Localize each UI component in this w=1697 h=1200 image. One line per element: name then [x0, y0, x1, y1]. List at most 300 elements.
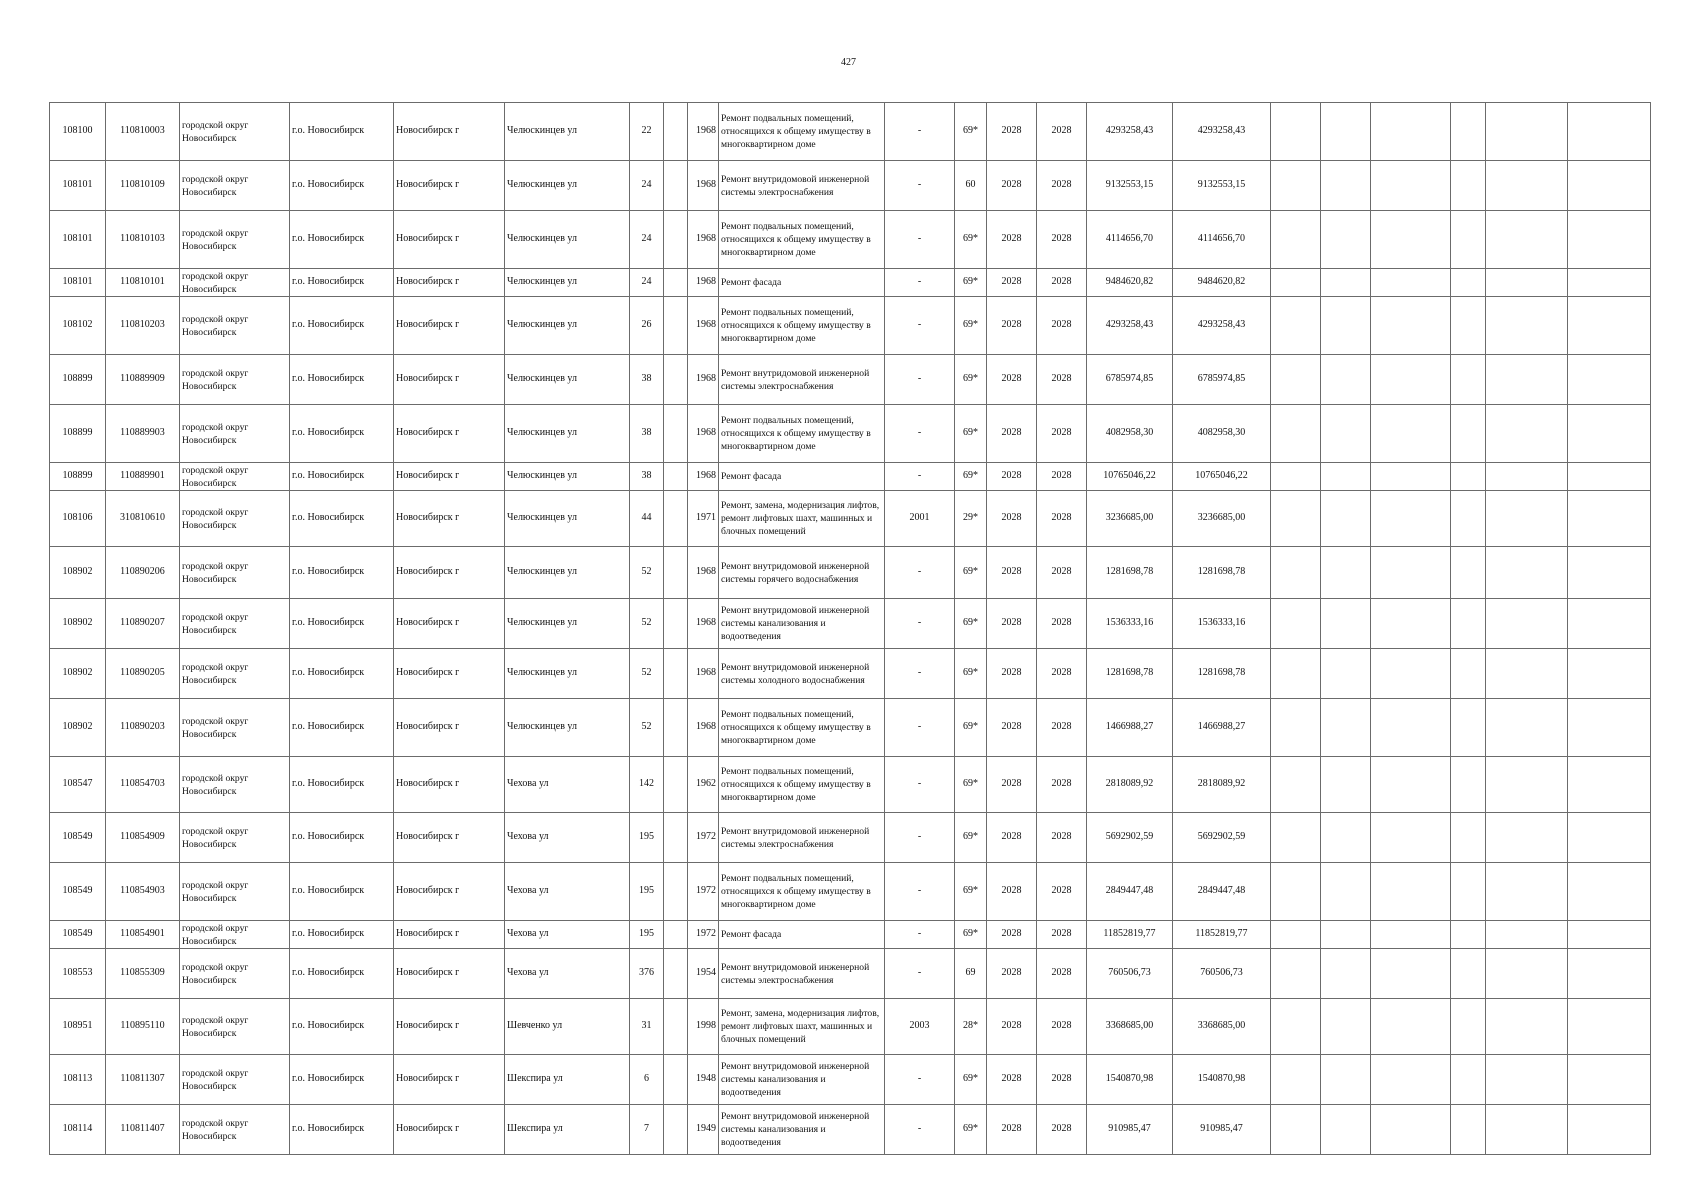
empty-cell: [1271, 547, 1321, 599]
wear-cell: 28*: [955, 999, 987, 1055]
wear-cell: 69: [955, 949, 987, 999]
city-cell: Новосибирск г: [394, 211, 505, 269]
municipality-cell: городской округ Новосибирск: [180, 297, 290, 355]
work-code-cell: 110854703: [106, 757, 180, 813]
empty-cell: [1568, 813, 1651, 863]
cost-cell: 3236685,00: [1087, 491, 1173, 547]
work-type-cell: Ремонт внутридомовой инженерной системы электроснабжения: [719, 949, 885, 999]
wear-cell: 69*: [955, 1105, 987, 1155]
plan-year-end-cell: 2028: [1037, 269, 1087, 297]
empty-cell: [1371, 103, 1451, 161]
empty-cell: [1486, 161, 1568, 211]
plan-year-end-cell: 2028: [1037, 211, 1087, 269]
city-cell: Новосибирск г: [394, 813, 505, 863]
empty-cell: [1371, 1105, 1451, 1155]
empty-cell: [1451, 269, 1486, 297]
district-cell: г.о. Новосибирск: [290, 211, 394, 269]
plan-year-end-cell: 2028: [1037, 921, 1087, 949]
plan-year-end-cell: 2028: [1037, 297, 1087, 355]
district-cell: г.о. Новосибирск: [290, 757, 394, 813]
cost-cell: 2849447,48: [1087, 863, 1173, 921]
empty-cell: [1486, 1105, 1568, 1155]
last-repair-year-cell: -: [885, 269, 955, 297]
building-cell: [664, 211, 688, 269]
work-type-cell: Ремонт внутридомовой инженерной системы холодного водоснабжения: [719, 649, 885, 699]
table-row: [50, 649, 1651, 699]
district-cell: г.о. Новосибирск: [290, 297, 394, 355]
empty-cell: [1321, 211, 1371, 269]
wear-cell: 69*: [955, 211, 987, 269]
work-type-cell: Ремонт подвальных помещений, относящихся к общему имуществу в многоквартирном доме: [719, 863, 885, 921]
empty-cell: [1451, 1105, 1486, 1155]
empty-cell: [1486, 1055, 1568, 1105]
work-code-cell: 110890203: [106, 699, 180, 757]
building-cell: [664, 297, 688, 355]
empty-cell: [1371, 355, 1451, 405]
empty-cell: [1321, 547, 1371, 599]
empty-cell: [1451, 547, 1486, 599]
municipality-cell: городской округ Новосибирск: [180, 103, 290, 161]
empty-cell: [1568, 649, 1651, 699]
work-type-cell: Ремонт, замена, модернизация лифтов, ремонт лифтовых шахт, машинных и блочных помещений: [719, 999, 885, 1055]
plan-year-start-cell: 2028: [987, 161, 1037, 211]
empty-cell: [1451, 921, 1486, 949]
municipality-cell: городской округ Новосибирск: [180, 547, 290, 599]
city-cell: Новосибирск г: [394, 547, 505, 599]
cost-cell: 910985,47: [1087, 1105, 1173, 1155]
work-type-cell: Ремонт внутридомовой инженерной системы электроснабжения: [719, 355, 885, 405]
last-repair-year-cell: -: [885, 103, 955, 161]
empty-cell: [1568, 921, 1651, 949]
empty-cell: [1321, 949, 1371, 999]
district-cell: г.о. Новосибирск: [290, 103, 394, 161]
cost-cell: 9132553,15: [1087, 161, 1173, 211]
building-cell: [664, 491, 688, 547]
district-cell: г.о. Новосибирск: [290, 405, 394, 463]
house-number-cell: 52: [630, 547, 664, 599]
plan-year-start-cell: 2028: [987, 699, 1037, 757]
cost-cell: 10765046,22: [1087, 463, 1173, 491]
empty-cell: [1321, 491, 1371, 547]
work-code-cell: 110890205: [106, 649, 180, 699]
building-cell: [664, 599, 688, 649]
empty-cell: [1451, 599, 1486, 649]
empty-cell: [1271, 1105, 1321, 1155]
house-id-cell: 108899: [50, 463, 106, 491]
total-cost-cell: 2849447,48: [1173, 863, 1271, 921]
empty-cell: [1451, 999, 1486, 1055]
city-cell: Новосибирск г: [394, 161, 505, 211]
empty-cell: [1321, 649, 1371, 699]
wear-cell: 69*: [955, 405, 987, 463]
work-type-cell: Ремонт подвальных помещений, относящихся к общему имуществу в многоквартирном доме: [719, 211, 885, 269]
district-cell: г.о. Новосибирск: [290, 1105, 394, 1155]
capital-repair-table: [49, 102, 1651, 1155]
last-repair-year-cell: -: [885, 297, 955, 355]
street-cell: Чехова ул: [505, 921, 630, 949]
empty-cell: [1568, 211, 1651, 269]
street-cell: Челюскинцев ул: [505, 649, 630, 699]
empty-cell: [1371, 161, 1451, 211]
house-number-cell: 31: [630, 999, 664, 1055]
empty-cell: [1486, 863, 1568, 921]
table-row: [50, 355, 1651, 405]
work-type-cell: Ремонт внутридомовой инженерной системы канализования и водоотведения: [719, 599, 885, 649]
empty-cell: [1371, 649, 1451, 699]
building-cell: [664, 699, 688, 757]
empty-cell: [1321, 463, 1371, 491]
empty-cell: [1321, 757, 1371, 813]
street-cell: Шекспира ул: [505, 1105, 630, 1155]
house-id-cell: 108101: [50, 211, 106, 269]
house-number-cell: 6: [630, 1055, 664, 1105]
table-row: [50, 547, 1651, 599]
cost-cell: 1536333,16: [1087, 599, 1173, 649]
empty-cell: [1371, 211, 1451, 269]
empty-cell: [1486, 813, 1568, 863]
plan-year-end-cell: 2028: [1037, 863, 1087, 921]
empty-cell: [1371, 269, 1451, 297]
house-number-cell: 195: [630, 921, 664, 949]
empty-cell: [1321, 599, 1371, 649]
work-code-cell: 110810003: [106, 103, 180, 161]
work-code-cell: 310810610: [106, 491, 180, 547]
city-cell: Новосибирск г: [394, 355, 505, 405]
empty-cell: [1486, 649, 1568, 699]
building-cell: [664, 547, 688, 599]
build-year-cell: 1972: [688, 813, 719, 863]
empty-cell: [1486, 699, 1568, 757]
build-year-cell: 1968: [688, 547, 719, 599]
building-cell: [664, 649, 688, 699]
empty-cell: [1486, 463, 1568, 491]
plan-year-start-cell: 2028: [987, 999, 1037, 1055]
house-number-cell: 52: [630, 599, 664, 649]
work-type-cell: Ремонт подвальных помещений, относящихся к общему имуществу в многоквартирном доме: [719, 297, 885, 355]
municipality-cell: городской округ Новосибирск: [180, 161, 290, 211]
street-cell: Челюскинцев ул: [505, 699, 630, 757]
city-cell: Новосибирск г: [394, 405, 505, 463]
wear-cell: 29*: [955, 491, 987, 547]
street-cell: Челюскинцев ул: [505, 355, 630, 405]
empty-cell: [1271, 1055, 1321, 1105]
last-repair-year-cell: -: [885, 355, 955, 405]
district-cell: г.о. Новосибирск: [290, 813, 394, 863]
plan-year-start-cell: 2028: [987, 297, 1037, 355]
cost-cell: 9484620,82: [1087, 269, 1173, 297]
total-cost-cell: 6785974,85: [1173, 355, 1271, 405]
table-row: [50, 463, 1651, 491]
building-cell: [664, 757, 688, 813]
plan-year-start-cell: 2028: [987, 1055, 1037, 1105]
table-row: [50, 813, 1651, 863]
last-repair-year-cell: -: [885, 405, 955, 463]
municipality-cell: городской округ Новосибирск: [180, 921, 290, 949]
empty-cell: [1451, 1055, 1486, 1105]
empty-cell: [1371, 599, 1451, 649]
build-year-cell: 1968: [688, 649, 719, 699]
building-cell: [664, 863, 688, 921]
empty-cell: [1271, 757, 1321, 813]
building-cell: [664, 161, 688, 211]
empty-cell: [1568, 1055, 1651, 1105]
building-cell: [664, 1055, 688, 1105]
street-cell: Челюскинцев ул: [505, 269, 630, 297]
empty-cell: [1321, 999, 1371, 1055]
work-type-cell: Ремонт внутридомовой инженерной системы канализования и водоотведения: [719, 1055, 885, 1105]
table-row: [50, 757, 1651, 813]
build-year-cell: 1968: [688, 699, 719, 757]
empty-cell: [1568, 699, 1651, 757]
last-repair-year-cell: -: [885, 463, 955, 491]
plan-year-start-cell: 2028: [987, 863, 1037, 921]
house-id-cell: 108114: [50, 1105, 106, 1155]
empty-cell: [1568, 757, 1651, 813]
empty-cell: [1321, 103, 1371, 161]
building-cell: [664, 355, 688, 405]
plan-year-end-cell: 2028: [1037, 1055, 1087, 1105]
empty-cell: [1321, 921, 1371, 949]
building-cell: [664, 999, 688, 1055]
work-type-cell: Ремонт, замена, модернизация лифтов, ремонт лифтовых шахт, машинных и блочных помещений: [719, 491, 885, 547]
municipality-cell: городской округ Новосибирск: [180, 999, 290, 1055]
house-id-cell: 108899: [50, 405, 106, 463]
house-number-cell: 38: [630, 355, 664, 405]
cost-cell: 1540870,98: [1087, 1055, 1173, 1105]
street-cell: Чехова ул: [505, 813, 630, 863]
empty-cell: [1321, 813, 1371, 863]
empty-cell: [1321, 699, 1371, 757]
empty-cell: [1451, 649, 1486, 699]
plan-year-start-cell: 2028: [987, 599, 1037, 649]
cost-cell: 4082958,30: [1087, 405, 1173, 463]
wear-cell: 69*: [955, 297, 987, 355]
building-cell: [664, 269, 688, 297]
work-code-cell: 110895110: [106, 999, 180, 1055]
wear-cell: 69*: [955, 813, 987, 863]
work-type-cell: Ремонт внутридомовой инженерной системы электроснабжения: [719, 161, 885, 211]
district-cell: г.о. Новосибирск: [290, 863, 394, 921]
empty-cell: [1486, 949, 1568, 999]
table-row: [50, 599, 1651, 649]
work-type-cell: Ремонт подвальных помещений, относящихся к общему имуществу в многоквартирном доме: [719, 405, 885, 463]
work-code-cell: 110854901: [106, 921, 180, 949]
street-cell: Шевченко ул: [505, 999, 630, 1055]
wear-cell: 69*: [955, 103, 987, 161]
house-number-cell: 38: [630, 463, 664, 491]
house-id-cell: 108549: [50, 921, 106, 949]
house-number-cell: 142: [630, 757, 664, 813]
house-number-cell: 22: [630, 103, 664, 161]
total-cost-cell: 1281698,78: [1173, 649, 1271, 699]
total-cost-cell: 9484620,82: [1173, 269, 1271, 297]
house-id-cell: 108549: [50, 813, 106, 863]
empty-cell: [1568, 1105, 1651, 1155]
empty-cell: [1451, 757, 1486, 813]
building-cell: [664, 949, 688, 999]
build-year-cell: 1971: [688, 491, 719, 547]
empty-cell: [1451, 813, 1486, 863]
work-code-cell: 110811407: [106, 1105, 180, 1155]
district-cell: г.о. Новосибирск: [290, 599, 394, 649]
city-cell: Новосибирск г: [394, 1055, 505, 1105]
district-cell: г.о. Новосибирск: [290, 649, 394, 699]
build-year-cell: 1972: [688, 863, 719, 921]
empty-cell: [1271, 599, 1321, 649]
last-repair-year-cell: 2003: [885, 999, 955, 1055]
empty-cell: [1371, 757, 1451, 813]
empty-cell: [1486, 921, 1568, 949]
work-type-cell: Ремонт подвальных помещений, относящихся к общему имуществу в многоквартирном доме: [719, 699, 885, 757]
empty-cell: [1486, 999, 1568, 1055]
work-code-cell: 110810109: [106, 161, 180, 211]
work-type-cell: Ремонт фасада: [719, 463, 885, 491]
house-id-cell: 108902: [50, 547, 106, 599]
total-cost-cell: 4114656,70: [1173, 211, 1271, 269]
street-cell: Челюскинцев ул: [505, 161, 630, 211]
empty-cell: [1568, 547, 1651, 599]
table-row: [50, 949, 1651, 999]
total-cost-cell: 760506,73: [1173, 949, 1271, 999]
work-code-cell: 110889903: [106, 405, 180, 463]
empty-cell: [1486, 355, 1568, 405]
build-year-cell: 1968: [688, 355, 719, 405]
table-row: [50, 491, 1651, 547]
table-row: [50, 161, 1651, 211]
empty-cell: [1451, 355, 1486, 405]
house-number-cell: 24: [630, 161, 664, 211]
work-type-cell: Ремонт фасада: [719, 269, 885, 297]
empty-cell: [1371, 463, 1451, 491]
city-cell: Новосибирск г: [394, 699, 505, 757]
build-year-cell: 1968: [688, 405, 719, 463]
plan-year-end-cell: 2028: [1037, 355, 1087, 405]
city-cell: Новосибирск г: [394, 863, 505, 921]
empty-cell: [1271, 297, 1321, 355]
wear-cell: 69*: [955, 921, 987, 949]
plan-year-end-cell: 2028: [1037, 161, 1087, 211]
empty-cell: [1486, 405, 1568, 463]
total-cost-cell: 10765046,22: [1173, 463, 1271, 491]
district-cell: г.о. Новосибирск: [290, 999, 394, 1055]
cost-cell: 760506,73: [1087, 949, 1173, 999]
table-body: [50, 103, 1651, 1155]
district-cell: г.о. Новосибирск: [290, 491, 394, 547]
municipality-cell: городской округ Новосибирск: [180, 813, 290, 863]
house-id-cell: 108113: [50, 1055, 106, 1105]
city-cell: Новосибирск г: [394, 103, 505, 161]
build-year-cell: 1968: [688, 463, 719, 491]
municipality-cell: городской округ Новосибирск: [180, 405, 290, 463]
total-cost-cell: 11852819,77: [1173, 921, 1271, 949]
cost-cell: 1281698,78: [1087, 649, 1173, 699]
plan-year-end-cell: 2028: [1037, 757, 1087, 813]
wear-cell: 69*: [955, 599, 987, 649]
plan-year-end-cell: 2028: [1037, 699, 1087, 757]
street-cell: Челюскинцев ул: [505, 599, 630, 649]
city-cell: Новосибирск г: [394, 649, 505, 699]
build-year-cell: 1962: [688, 757, 719, 813]
wear-cell: 69*: [955, 1055, 987, 1105]
city-cell: Новосибирск г: [394, 269, 505, 297]
building-cell: [664, 463, 688, 491]
build-year-cell: 1954: [688, 949, 719, 999]
empty-cell: [1271, 355, 1321, 405]
empty-cell: [1371, 949, 1451, 999]
empty-cell: [1451, 161, 1486, 211]
empty-cell: [1451, 103, 1486, 161]
empty-cell: [1486, 297, 1568, 355]
cost-cell: 1281698,78: [1087, 547, 1173, 599]
work-code-cell: 110889909: [106, 355, 180, 405]
table-row: [50, 1105, 1651, 1155]
empty-cell: [1451, 463, 1486, 491]
work-type-cell: Ремонт внутридомовой инженерной системы канализования и водоотведения: [719, 1105, 885, 1155]
house-id-cell: 108902: [50, 649, 106, 699]
work-code-cell: 110890206: [106, 547, 180, 599]
city-cell: Новосибирск г: [394, 949, 505, 999]
last-repair-year-cell: -: [885, 649, 955, 699]
plan-year-start-cell: 2028: [987, 813, 1037, 863]
empty-cell: [1568, 999, 1651, 1055]
empty-cell: [1271, 491, 1321, 547]
municipality-cell: городской округ Новосибирск: [180, 269, 290, 297]
empty-cell: [1451, 491, 1486, 547]
city-cell: Новосибирск г: [394, 297, 505, 355]
empty-cell: [1451, 949, 1486, 999]
district-cell: г.о. Новосибирск: [290, 463, 394, 491]
street-cell: Чехова ул: [505, 949, 630, 999]
district-cell: г.о. Новосибирск: [290, 161, 394, 211]
empty-cell: [1271, 999, 1321, 1055]
plan-year-start-cell: 2028: [987, 211, 1037, 269]
empty-cell: [1271, 699, 1321, 757]
building-cell: [664, 921, 688, 949]
cost-cell: 4293258,43: [1087, 297, 1173, 355]
work-code-cell: 110854909: [106, 813, 180, 863]
table-row: [50, 211, 1651, 269]
empty-cell: [1321, 405, 1371, 463]
total-cost-cell: 910985,47: [1173, 1105, 1271, 1155]
table-row: [50, 863, 1651, 921]
district-cell: г.о. Новосибирск: [290, 355, 394, 405]
last-repair-year-cell: -: [885, 599, 955, 649]
street-cell: Чехова ул: [505, 863, 630, 921]
empty-cell: [1271, 211, 1321, 269]
house-id-cell: 108899: [50, 355, 106, 405]
empty-cell: [1371, 813, 1451, 863]
municipality-cell: городской округ Новосибирск: [180, 211, 290, 269]
empty-cell: [1321, 1055, 1371, 1105]
build-year-cell: 1968: [688, 297, 719, 355]
empty-cell: [1568, 863, 1651, 921]
plan-year-start-cell: 2028: [987, 949, 1037, 999]
building-cell: [664, 405, 688, 463]
plan-year-end-cell: 2028: [1037, 999, 1087, 1055]
municipality-cell: городской округ Новосибирск: [180, 599, 290, 649]
cost-cell: 2818089,92: [1087, 757, 1173, 813]
last-repair-year-cell: -: [885, 813, 955, 863]
build-year-cell: 1949: [688, 1105, 719, 1155]
wear-cell: 69*: [955, 757, 987, 813]
empty-cell: [1371, 491, 1451, 547]
district-cell: г.о. Новосибирск: [290, 547, 394, 599]
empty-cell: [1321, 161, 1371, 211]
street-cell: Челюскинцев ул: [505, 297, 630, 355]
municipality-cell: городской округ Новосибирск: [180, 649, 290, 699]
total-cost-cell: 1540870,98: [1173, 1055, 1271, 1105]
empty-cell: [1486, 757, 1568, 813]
